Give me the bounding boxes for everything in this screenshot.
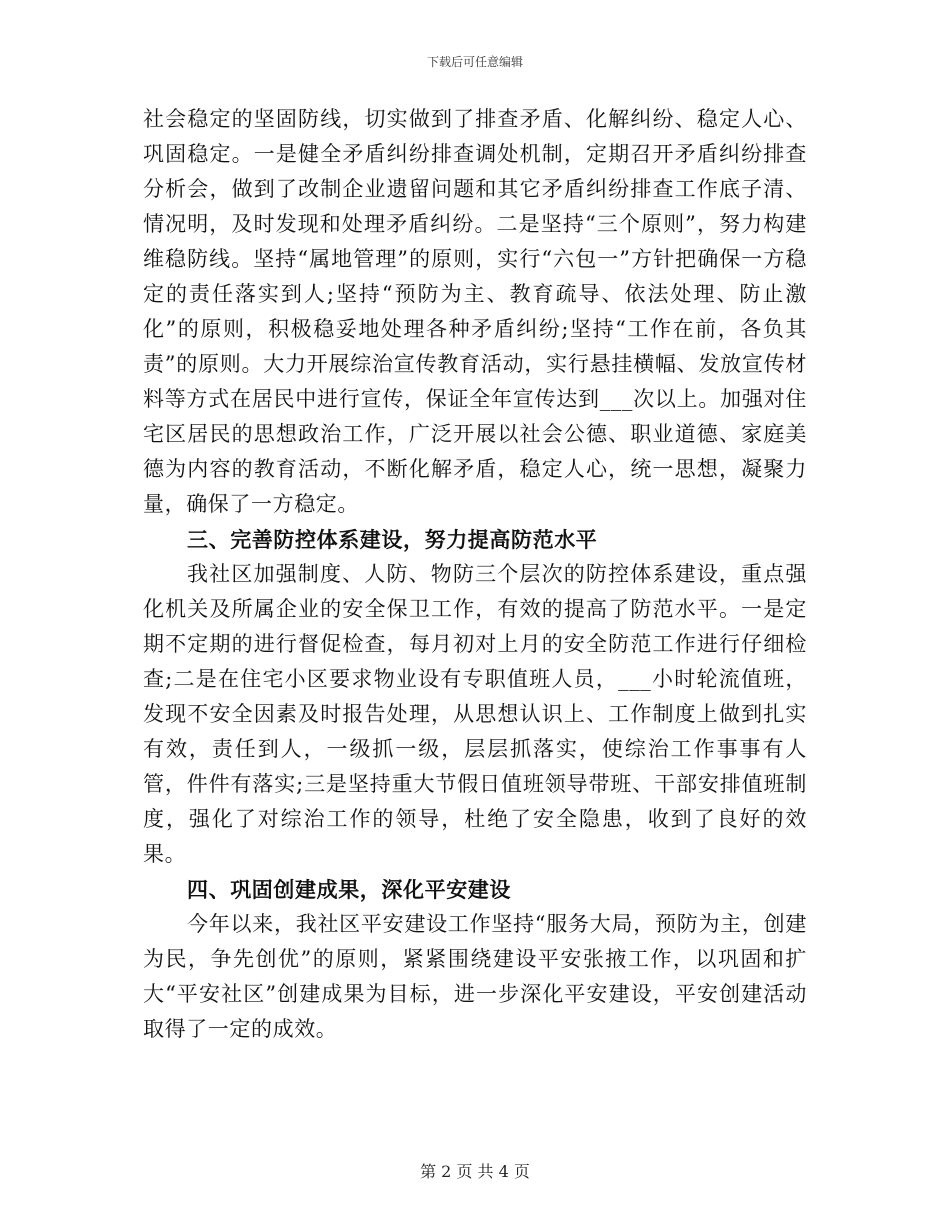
paragraph-continued: 社会稳定的坚固防线，切实做到了排查矛盾、化解纠纷、稳定人心、巩固稳定。一是健全矛盾纠纷排查调处机制，定期召开矛盾纠纷排查分析会，做到了改制企业遗留问题和其它矛盾纠纷排查工作底子清、情况明，及时发现和处理矛盾纠纷。二是坚持“三个原则”，努力构建维稳防线。坚持“属地管理”的原则，实行“六包一”方针把确保一方稳定的责任落实到人;坚持“预防为主、教育疏导、依法处理、防止激化”的原则，积极稳妥地处理各种矛盾纠纷;坚持“工作在前，各负其责”的原则。大力开展综治宣传教育活动，实行悬挂横幅、发放宣传材料等方式在居民中进行宣传，保证全年宣传达到___次以上。加强对住宅区居民的思想政治工作，广泛开展以社会公德、职业道德、家庭美德为内容的教育活动，不断化解矛盾，稳定人心，统一思想，凝聚力量，确保了一方稳定。 — [143, 107, 807, 516]
page-number: 第 2 页 共 4 页 — [420, 1162, 530, 1181]
document-body — [143, 102, 807, 1047]
section-heading-4: 四、巩固创建成果，深化平安建设 — [187, 877, 511, 902]
page-header-note: 下载后可任意编辑 — [426, 55, 523, 69]
section-heading-3: 三、完善防控体系建设，努力提高防范水平 — [187, 527, 598, 552]
paragraph-section-4: 今年以来，我社区平安建设工作坚持“服务大局，预防为主，创建为民，争先创优”的原则，紧紧围绕建设平安张掖工作，以巩固和扩大“平安社区”创建成果为目标，进一步深化平安建设，平安创建活动取得了一定的成效。 — [143, 912, 807, 1041]
paragraph-section-3: 我社区加强制度、人防、物防三个层次的防控体系建设，重点强化机关及所属企业的安全保卫工作，有效的提高了防范水平。一是定期不定期的进行督促检查，每月初对上月的安全防范工作进行仔细检查;二是在住宅小区要求物业设有专职值班人员，___小时轮流值班，发现不安全因素及时报告处理，从思想认识上、工作制度上做到扎实有效，责任到人，一级抓一级，层层抓落实，使综治工作事事有人管，件件有落实;三是坚持重大节假日值班领导带班、干部安排值班制度，强化了对综治工作的领导，杜绝了安全隐患，收到了良好的效果。 — [143, 562, 807, 866]
